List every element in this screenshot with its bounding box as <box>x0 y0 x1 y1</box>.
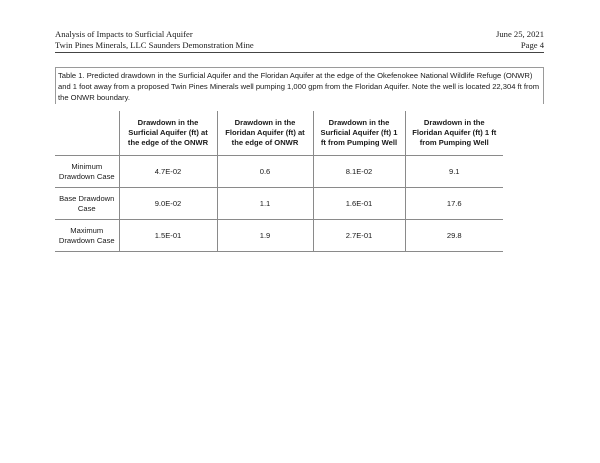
table-header-row <box>55 111 503 156</box>
table-row <box>55 156 503 188</box>
table-cell: 29.8 <box>405 220 503 252</box>
table-cell: 1.6E-01 <box>313 188 405 220</box>
header-rule <box>55 52 544 53</box>
table-cell: 4.7E-02 <box>119 156 217 188</box>
table-cell: 9.1 <box>405 156 503 188</box>
table-cell: 1.1 <box>217 188 313 220</box>
column-header: Drawdown in the Floridan Aquifer (ft) 1 ft from Pumping Well <box>405 111 503 156</box>
row-label: Minimum Drawdown Case <box>55 156 119 188</box>
drawdown-table <box>55 111 503 252</box>
row-label: Maximum Drawdown Case <box>55 220 119 252</box>
table-cell: 8.1E-02 <box>313 156 405 188</box>
running-header-left <box>55 29 254 51</box>
table-cell: 1.5E-01 <box>119 220 217 252</box>
report-subtitle: Twin Pines Minerals, LLC Saunders Demonstration Mine <box>55 40 254 50</box>
report-date: June 25, 2021 <box>496 29 544 39</box>
table-row <box>55 220 503 252</box>
running-header-right <box>496 29 544 51</box>
table-cell: 9.0E-02 <box>119 188 217 220</box>
column-header: Drawdown in the Surficial Aquifer (ft) 1 ft from Pumping Well <box>313 111 405 156</box>
table-cell: 1.9 <box>217 220 313 252</box>
table-caption: Table 1. Predicted drawdown in the Surficial Aquifer and the Floridan Aquifer at the edge of the Okefenokee National Wildlife Refuge (ONWR) and 1 foot away from a proposed Twin Pines Minerals well pumping 1,000 gpm from the Floridan Aquifer. Note the well is located 22,304 ft from the ONWR boundary. <box>55 67 544 104</box>
column-header: Drawdown in the Surficial Aquifer (ft) at the edge of the ONWR <box>119 111 217 156</box>
table-cell: 0.6 <box>217 156 313 188</box>
report-title: Analysis of Impacts to Surficial Aquifer <box>55 29 193 39</box>
table-row <box>55 188 503 220</box>
column-header: Drawdown in the Floridan Aquifer (ft) at the edge of ONWR <box>217 111 313 156</box>
page-number: Page 4 <box>520 40 544 50</box>
table-cell: 2.7E-01 <box>313 220 405 252</box>
column-header-empty <box>55 111 119 156</box>
row-label: Base Drawdown Case <box>55 188 119 220</box>
table-cell: 17.6 <box>405 188 503 220</box>
